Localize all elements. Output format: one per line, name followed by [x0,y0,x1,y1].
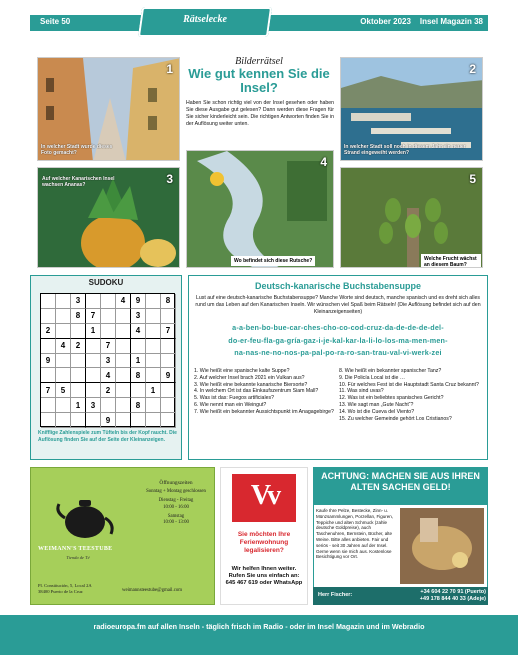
sudoku-cell [56,294,71,309]
photo-caption: In welcher Stadt soll noch in diesem Jahr ein neuer Strand eingeweiht werden? [344,144,466,156]
quiz-subtitle: Bilderrätsel [235,56,283,67]
sudoku-cell [86,339,101,354]
sudoku-cell: 7 [101,339,116,354]
phone-number[interactable]: +34 604 22 70 91 (Puerto) [420,589,486,595]
question: 10. Für welches Fest ist die Hauptstadt Santa Cruz bekannt? [339,381,479,388]
question: 8. Wie heißt ein bekannter spanischer Tanz? [339,368,442,374]
phone-number[interactable]: +49 178 844 40 33 (Adeje) [419,596,486,602]
sudoku-cell [71,368,86,383]
sudoku-cell: 9 [101,413,116,428]
sudoku-cell: 8 [161,294,176,309]
sudoku-cell [161,398,176,413]
jewelry-image [400,508,484,584]
sudoku-cell: 2 [41,324,56,339]
sudoku-cell [101,398,116,413]
address-line: Pl. Constitución, 5, Local 2A [38,583,92,588]
sudoku-cell [56,398,71,413]
sudoku-cell: 2 [71,339,86,354]
sudoku-cell [116,339,131,354]
sudoku-cell [146,354,161,369]
sudoku-cell [116,383,131,398]
question: 6. Wie nennt man ein Weingut? [194,401,267,408]
sudoku-cell [86,383,101,398]
hours-line: 10:00 - 16:00 [163,504,189,510]
sudoku-cell [146,398,161,413]
quiz-title: Wie gut kennen Sie die Insel? [188,66,330,95]
sudoku-cell [146,368,161,383]
sudoku-cell: 2 [101,383,116,398]
sudoku-cell [146,309,161,324]
sudoku-cell: 1 [146,383,161,398]
photo-5 [340,167,483,268]
photo-number: 2 [469,62,476,76]
sudoku-cell: 1 [86,324,101,339]
sudoku-cell: 7 [86,309,101,324]
footer-text: radioeuropa.fm auf allen Inseln - täglich frisch im Radio - oder im Insel Magazin und im Webradio [93,622,425,631]
sudoku-cell [86,413,101,428]
sudoku-cell [161,339,176,354]
question: 12. Was ist ein beliebtes spanisches Gericht? [339,395,444,402]
sudoku-cell [161,354,176,369]
sudoku-cell [101,309,116,324]
waterslide-image [187,151,334,268]
sudoku-cell [161,383,176,398]
page-number: Seite 50 [40,17,71,26]
sudoku-cell [71,383,86,398]
photo-4 [186,150,334,268]
sudoku-cell [41,413,56,428]
question: 15. Zu welcher Gemeinde gehört Los Cristianos? [339,415,452,422]
sudoku-cell [116,368,131,383]
address-line: 38400 Puerto de la Cruz [38,589,83,594]
sudoku-cell [116,354,131,369]
sudoku-cell [41,368,56,383]
hours-line: Dienstag - Freitag [158,498,194,504]
sudoku-cell: 3 [101,354,116,369]
sudoku-cell: 7 [41,383,56,398]
sudoku-cell: 3 [86,398,101,413]
sudoku-cell: 5 [56,383,71,398]
sudoku-cell [41,294,56,309]
sudoku-cell [116,413,131,428]
questions-right [339,368,484,422]
syllable-line: a-a-ben-bo-bue-car-ches-cho-co-cod-cruz-da-de-de-de-del- [232,323,444,332]
photo-caption: Welche Frucht wächst an diesem Baum? [421,254,481,268]
sudoku-cell [101,294,116,309]
sudoku-cell [41,309,56,324]
sudoku-cell: 9 [161,368,176,383]
sudoku-cell [146,413,161,428]
sudoku-cell [146,324,161,339]
hours-line: Samstag [167,513,185,519]
sudoku-cell [71,413,86,428]
question: 7. Wie heißt ein bekannter Aussichtspunkt im Anagagebirge? [194,408,334,415]
hours-line: Öffnungszeiten [159,480,193,486]
photo-caption: Auf welcher Kanarischen Insel wachsen Ananas? [42,176,115,188]
teapot-icon [55,490,115,542]
question: 11. Was sind uvas? [339,388,384,395]
achtung-title: ACHTUNG: MACHEN SIE AUS IHREN ALTEN SACHEN GELD! [321,471,480,492]
photo-number: 5 [469,172,476,186]
sudoku-cell [116,398,131,413]
photo-caption: Wo befindet sich diese Rutsche? [231,256,315,266]
sudoku-cell [146,294,161,309]
sudoku-cell: 8 [71,309,86,324]
sudoku-cell: 4 [116,294,131,309]
sudoku-cell [56,413,71,428]
sudoku-cell: 8 [131,398,146,413]
sudoku-cell [116,309,131,324]
letter-syllables [193,322,483,360]
issue-date: Oktober 2023 [360,17,411,26]
vv-logo-text: Vv [250,480,278,511]
teestube-address [38,583,118,595]
sudoku-cell: 3 [71,294,86,309]
sudoku-cell: 1 [71,398,86,413]
question: 4. In welchem Ort ist das Einkaufszentrum Siam Mall? [194,388,319,395]
questions-left [194,368,334,416]
question: 1. Wie heißt eine spanische kalte Suppe? [194,368,290,374]
sudoku-cell: 7 [161,324,176,339]
teestube-subtitle: Tienda de Té [66,555,90,560]
teestube-hours [140,480,212,526]
sudoku-cell [131,413,146,428]
hours-line: 10:00 - 13:00 [163,520,189,526]
page-footer [0,615,518,655]
sudoku-cell [101,324,116,339]
sudoku-cell: 4 [131,324,146,339]
teestube-name: WEIMANN'S TEESTUBE [38,546,113,552]
sudoku-cell: 9 [41,354,56,369]
issue-info [318,17,483,26]
sudoku-cell: 8 [131,368,146,383]
photo-number: 1 [166,62,173,76]
achtung-phones [392,589,486,603]
sudoku-cell [86,368,101,383]
syllable-line: do-er-feu-fla-ga-gría-gaz-i-je-kal-kar-la-li-lo-los-ma-men-men- [228,335,448,345]
sudoku-cell [56,324,71,339]
photo-caption: In welcher Stadt wurde dieses Foto gemacht? [41,144,113,156]
sudoku-cell: 1 [131,354,146,369]
sudoku-cell [131,383,146,398]
sudoku-title: SUDOKU [88,278,124,287]
achtung-contact-name: Herr Fischer: [318,592,353,598]
sudoku-cell [71,354,86,369]
photo-number: 4 [320,155,327,169]
sudoku-cell [56,309,71,324]
sudoku-cell [41,339,56,354]
teestube-email[interactable]: weimannsteestube@gmail.com [122,588,182,593]
sudoku-cell: 4 [101,368,116,383]
question: 13. Wie sagt man „Gute Nacht“? [339,401,414,408]
sudoku-cell [56,368,71,383]
sudoku-cell [56,354,71,369]
sudoku-cell: 3 [131,309,146,324]
sudoku-cell [71,324,86,339]
sudoku-cell: 9 [131,294,146,309]
sudoku-cell [131,339,146,354]
sudoku-cell [86,294,101,309]
photo-3 [37,167,180,268]
hours-line: Sonntag + Montag geschlossen [146,489,206,495]
sudoku-cell [86,354,101,369]
letter-soup-title: Deutsch-kanarische Buchstabensuppe [254,281,422,291]
photo-2 [340,57,483,161]
sudoku-note: Knifflige Zahlenspiele zum Tüfteln bis der Kopf raucht. Die Auflösung finden Sie auf der Seite der Kleinanzeigen. [38,430,177,443]
question: 2. Auf welcher Insel brach 2021 ein Vulkan aus? [194,374,305,381]
photo-1 [37,57,180,161]
question: 5. Was ist das: Fuegos artificiales? [194,395,274,402]
letter-soup-intro: Lust auf eine deutsch-kanarische Buchstabensuppe? Manche Worte sind deutsch, manche spanisch und es dreht sich alles rund um das Leben auf den Kanarischen Inseln. Wir wünschen viel Spaß beim Rätseln! (Die Auflösung befindet sich auf den Kleinanzeigenseiten) [195,295,481,315]
question: 9. Die Policía Local ist die … [339,374,406,381]
achtung-text: Kaufe Ihre Pelze, Bestecke, Zinn- u. Münzsammlungen, Porzellan, Figuren, Teppiche und alten Schmuck (zahle deutsche Goldpreise), auch Taschenuhren, Bernstein, Bücher, alte Weine. Bitte alles anbieten. Fair und seriös - seit 30 Jahren auf der Insel. Gerne wenn sie mich aus. Kostenlose Besichtigung vor Ort. [316,508,394,560]
question: 14. Wo ist die Cueva del Viento? [339,408,415,415]
sudoku-cell [161,413,176,428]
magazine-name: Insel Magazin 38 [419,17,483,26]
sudoku-cell [116,324,131,339]
sudoku-grid [40,293,175,427]
section-title: Rätselecke [183,14,227,25]
photo-number: 3 [166,172,173,186]
sudoku-cell [161,309,176,324]
quiz-intro: Haben Sie schon richtig viel von der Insel gesehen oder haben Sie diese Ausgabe gut gelesen? Dann werden diese Fragen für Sie sicher kinderleicht sein. Die richtigen Antworten finden Sie in der Auflösung weiter unten. [186,100,334,127]
ferien-question: Sie möchten Ihre Ferienwohnung legalisieren? [237,531,291,554]
question: 3. Wie heißt eine bekannte kanarische Biersorte? [194,381,308,388]
sudoku-cell [146,339,161,354]
ferien-body: Wir helfen Ihnen weiter. Rufen Sie uns einfach an: 645 467 619 oder WhatsApp [225,566,303,586]
sudoku-cell: 4 [56,339,71,354]
sudoku-cell [41,398,56,413]
syllable-line: na-nas-ne-no-nos-pa-pal-po-ra-ro-san-trau-val-vi-werk-zei [234,348,442,357]
papaya-image [341,168,483,268]
